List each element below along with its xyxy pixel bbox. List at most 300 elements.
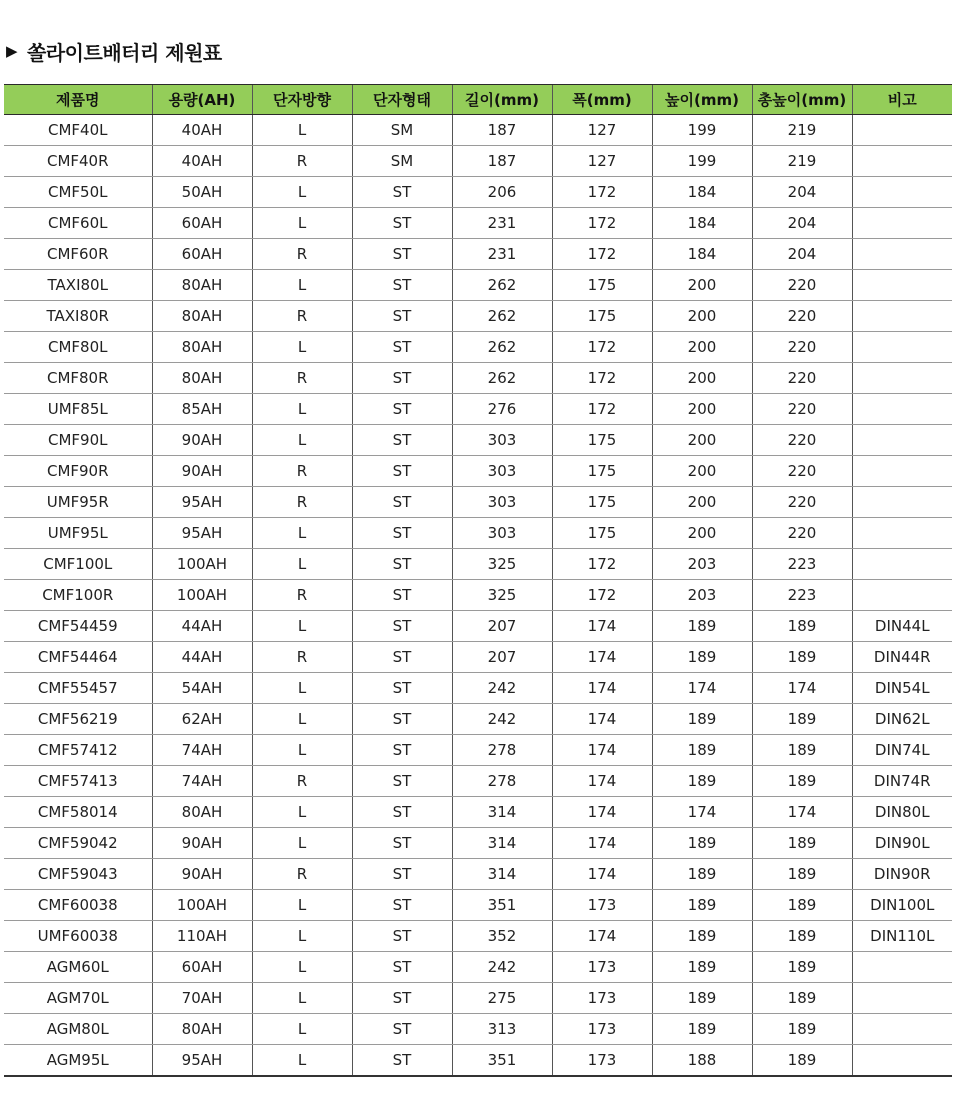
- table-row: [4, 890, 952, 921]
- cell-capacity: 110AH: [152, 921, 252, 952]
- cell-width: 174: [552, 642, 652, 673]
- cell-remarks: DIN54L: [852, 673, 952, 704]
- table-row: [4, 549, 952, 580]
- cell-capacity: 95AH: [152, 487, 252, 518]
- cell-length: 207: [452, 642, 552, 673]
- cell-total-height: 189: [752, 704, 852, 735]
- cell-terminal-type: ST: [352, 828, 452, 859]
- cell-terminal-type: ST: [352, 1014, 452, 1045]
- cell-length: 303: [452, 456, 552, 487]
- cell-terminal-direction: R: [252, 487, 352, 518]
- cell-width: 173: [552, 890, 652, 921]
- cell-remarks: [852, 487, 952, 518]
- cell-product-name: AGM70L: [4, 983, 152, 1014]
- table-row: [4, 642, 952, 673]
- cell-remarks: DIN90R: [852, 859, 952, 890]
- cell-length: 262: [452, 270, 552, 301]
- cell-terminal-type: ST: [352, 859, 452, 890]
- cell-total-height: 204: [752, 208, 852, 239]
- cell-product-name: CMF100R: [4, 580, 152, 611]
- cell-terminal-direction: L: [252, 1045, 352, 1077]
- cell-terminal-direction: R: [252, 239, 352, 270]
- cell-height: 189: [652, 766, 752, 797]
- cell-terminal-type: ST: [352, 952, 452, 983]
- cell-capacity: 95AH: [152, 1045, 252, 1077]
- cell-remarks: [852, 1045, 952, 1077]
- cell-total-height: 189: [752, 766, 852, 797]
- cell-capacity: 90AH: [152, 425, 252, 456]
- cell-remarks: [852, 208, 952, 239]
- table-row: [4, 518, 952, 549]
- triangle-right-icon: ▶: [6, 42, 18, 60]
- cell-total-height: 189: [752, 952, 852, 983]
- cell-terminal-direction: R: [252, 363, 352, 394]
- table-row: [4, 828, 952, 859]
- cell-capacity: 80AH: [152, 301, 252, 332]
- cell-remarks: DIN110L: [852, 921, 952, 952]
- cell-terminal-type: ST: [352, 704, 452, 735]
- table-row: [4, 425, 952, 456]
- cell-capacity: 44AH: [152, 642, 252, 673]
- cell-remarks: [852, 1014, 952, 1045]
- cell-terminal-direction: L: [252, 549, 352, 580]
- cell-height: 203: [652, 549, 752, 580]
- cell-terminal-direction: L: [252, 270, 352, 301]
- cell-width: 173: [552, 952, 652, 983]
- cell-length: 325: [452, 549, 552, 580]
- cell-terminal-type: SM: [352, 146, 452, 177]
- cell-product-name: AGM80L: [4, 1014, 152, 1045]
- cell-length: 206: [452, 177, 552, 208]
- cell-terminal-direction: R: [252, 766, 352, 797]
- cell-height: 184: [652, 177, 752, 208]
- cell-capacity: 80AH: [152, 363, 252, 394]
- cell-total-height: 220: [752, 456, 852, 487]
- table-row: [4, 332, 952, 363]
- cell-remarks: DIN74L: [852, 735, 952, 766]
- cell-width: 173: [552, 1014, 652, 1045]
- cell-height: 200: [652, 518, 752, 549]
- cell-width: 175: [552, 456, 652, 487]
- cell-remarks: [852, 425, 952, 456]
- table-row: [4, 363, 952, 394]
- table-row: [4, 239, 952, 270]
- cell-length: 278: [452, 735, 552, 766]
- cell-remarks: DIN74R: [852, 766, 952, 797]
- cell-terminal-type: ST: [352, 673, 452, 704]
- cell-terminal-direction: L: [252, 921, 352, 952]
- cell-capacity: 80AH: [152, 1014, 252, 1045]
- cell-terminal-direction: R: [252, 301, 352, 332]
- cell-product-name: CMF90R: [4, 456, 152, 487]
- cell-terminal-type: ST: [352, 487, 452, 518]
- cell-height: 199: [652, 146, 752, 177]
- cell-product-name: CMF80L: [4, 332, 152, 363]
- cell-remarks: DIN90L: [852, 828, 952, 859]
- cell-terminal-direction: L: [252, 611, 352, 642]
- cell-remarks: DIN44L: [852, 611, 952, 642]
- battery-spec-table: [4, 84, 952, 1077]
- cell-remarks: [852, 394, 952, 425]
- cell-terminal-direction: L: [252, 673, 352, 704]
- cell-length: 314: [452, 859, 552, 890]
- cell-capacity: 60AH: [152, 952, 252, 983]
- cell-product-name: UMF95R: [4, 487, 152, 518]
- cell-product-name: CMF58014: [4, 797, 152, 828]
- cell-terminal-direction: L: [252, 332, 352, 363]
- cell-length: 276: [452, 394, 552, 425]
- table-row: [4, 177, 952, 208]
- cell-terminal-direction: L: [252, 394, 352, 425]
- cell-terminal-direction: L: [252, 890, 352, 921]
- cell-height: 189: [652, 921, 752, 952]
- cell-capacity: 60AH: [152, 208, 252, 239]
- column-header-height: 높이(mm): [652, 85, 752, 115]
- cell-capacity: 80AH: [152, 332, 252, 363]
- cell-width: 172: [552, 332, 652, 363]
- cell-terminal-type: ST: [352, 580, 452, 611]
- cell-capacity: 54AH: [152, 673, 252, 704]
- column-header-terminal-direction: 단자방향: [252, 85, 352, 115]
- table-row: [4, 456, 952, 487]
- cell-length: 262: [452, 363, 552, 394]
- table-row: [4, 394, 952, 425]
- cell-terminal-direction: R: [252, 456, 352, 487]
- cell-terminal-direction: L: [252, 797, 352, 828]
- cell-length: 351: [452, 1045, 552, 1077]
- cell-total-height: 220: [752, 394, 852, 425]
- cell-total-height: 189: [752, 921, 852, 952]
- table-row: [4, 611, 952, 642]
- cell-terminal-direction: L: [252, 425, 352, 456]
- cell-product-name: AGM95L: [4, 1045, 152, 1077]
- cell-product-name: CMF100L: [4, 549, 152, 580]
- cell-total-height: 189: [752, 1045, 852, 1077]
- cell-width: 127: [552, 115, 652, 146]
- table-row: [4, 1014, 952, 1045]
- cell-terminal-type: ST: [352, 270, 452, 301]
- cell-length: 314: [452, 797, 552, 828]
- table-body: [4, 115, 952, 1077]
- cell-height: 200: [652, 425, 752, 456]
- table-row: [4, 580, 952, 611]
- cell-length: 242: [452, 673, 552, 704]
- cell-total-height: 189: [752, 611, 852, 642]
- cell-terminal-type: ST: [352, 797, 452, 828]
- cell-product-name: CMF90L: [4, 425, 152, 456]
- table-header-row: [4, 85, 952, 115]
- cell-terminal-type: ST: [352, 549, 452, 580]
- cell-height: 200: [652, 363, 752, 394]
- cell-capacity: 100AH: [152, 580, 252, 611]
- column-header-total-height: 총높이(mm): [752, 85, 852, 115]
- cell-remarks: [852, 146, 952, 177]
- cell-product-name: CMF54459: [4, 611, 152, 642]
- cell-length: 231: [452, 239, 552, 270]
- cell-height: 189: [652, 642, 752, 673]
- cell-length: 352: [452, 921, 552, 952]
- cell-terminal-type: ST: [352, 921, 452, 952]
- cell-total-height: 223: [752, 549, 852, 580]
- cell-width: 175: [552, 487, 652, 518]
- cell-product-name: UMF95L: [4, 518, 152, 549]
- cell-terminal-direction: L: [252, 208, 352, 239]
- cell-height: 189: [652, 890, 752, 921]
- cell-product-name: CMF40L: [4, 115, 152, 146]
- column-header-product-name: 제품명: [4, 85, 152, 115]
- cell-width: 174: [552, 673, 652, 704]
- cell-terminal-direction: L: [252, 828, 352, 859]
- cell-height: 200: [652, 301, 752, 332]
- cell-capacity: 40AH: [152, 115, 252, 146]
- cell-terminal-type: ST: [352, 456, 452, 487]
- cell-length: 325: [452, 580, 552, 611]
- cell-remarks: DIN62L: [852, 704, 952, 735]
- cell-total-height: 220: [752, 301, 852, 332]
- cell-terminal-type: ST: [352, 1045, 452, 1077]
- cell-total-height: 220: [752, 332, 852, 363]
- cell-terminal-type: ST: [352, 177, 452, 208]
- cell-height: 174: [652, 673, 752, 704]
- cell-remarks: [852, 518, 952, 549]
- cell-capacity: 85AH: [152, 394, 252, 425]
- cell-product-name: CMF59043: [4, 859, 152, 890]
- column-header-terminal-type: 단자형태: [352, 85, 452, 115]
- cell-product-name: UMF60038: [4, 921, 152, 952]
- cell-length: 275: [452, 983, 552, 1014]
- table-row: [4, 146, 952, 177]
- cell-width: 175: [552, 518, 652, 549]
- cell-terminal-direction: L: [252, 983, 352, 1014]
- cell-capacity: 44AH: [152, 611, 252, 642]
- cell-total-height: 220: [752, 363, 852, 394]
- cell-height: 184: [652, 239, 752, 270]
- cell-product-name: CMF56219: [4, 704, 152, 735]
- page-title: [6, 36, 222, 66]
- cell-capacity: 80AH: [152, 797, 252, 828]
- cell-product-name: CMF54464: [4, 642, 152, 673]
- cell-total-height: 219: [752, 146, 852, 177]
- cell-terminal-type: ST: [352, 611, 452, 642]
- cell-total-height: 189: [752, 890, 852, 921]
- cell-width: 174: [552, 859, 652, 890]
- cell-terminal-direction: R: [252, 580, 352, 611]
- column-header-capacity: 용량(AH): [152, 85, 252, 115]
- cell-total-height: 189: [752, 735, 852, 766]
- cell-width: 173: [552, 983, 652, 1014]
- cell-remarks: DIN100L: [852, 890, 952, 921]
- cell-terminal-direction: R: [252, 146, 352, 177]
- cell-capacity: 40AH: [152, 146, 252, 177]
- cell-capacity: 74AH: [152, 766, 252, 797]
- cell-height: 184: [652, 208, 752, 239]
- cell-width: 172: [552, 549, 652, 580]
- cell-length: 231: [452, 208, 552, 239]
- cell-terminal-type: ST: [352, 301, 452, 332]
- cell-width: 174: [552, 797, 652, 828]
- cell-product-name: CMF40R: [4, 146, 152, 177]
- cell-remarks: [852, 952, 952, 983]
- cell-height: 189: [652, 611, 752, 642]
- table-row: [4, 983, 952, 1014]
- cell-length: 262: [452, 301, 552, 332]
- cell-product-name: CMF60L: [4, 208, 152, 239]
- table-row: [4, 704, 952, 735]
- cell-height: 200: [652, 332, 752, 363]
- table-row: [4, 921, 952, 952]
- cell-height: 189: [652, 735, 752, 766]
- cell-length: 242: [452, 704, 552, 735]
- cell-height: 200: [652, 270, 752, 301]
- cell-capacity: 95AH: [152, 518, 252, 549]
- cell-remarks: [852, 270, 952, 301]
- table-row: [4, 673, 952, 704]
- cell-capacity: 90AH: [152, 859, 252, 890]
- cell-total-height: 174: [752, 673, 852, 704]
- cell-length: 314: [452, 828, 552, 859]
- table-row: [4, 270, 952, 301]
- cell-total-height: 189: [752, 828, 852, 859]
- cell-terminal-type: ST: [352, 642, 452, 673]
- cell-terminal-direction: L: [252, 952, 352, 983]
- cell-remarks: [852, 580, 952, 611]
- cell-width: 173: [552, 1045, 652, 1077]
- cell-terminal-direction: R: [252, 859, 352, 890]
- cell-height: 200: [652, 456, 752, 487]
- cell-height: 189: [652, 1014, 752, 1045]
- cell-height: 189: [652, 704, 752, 735]
- cell-terminal-type: ST: [352, 890, 452, 921]
- cell-total-height: 174: [752, 797, 852, 828]
- cell-remarks: [852, 332, 952, 363]
- cell-remarks: DIN44R: [852, 642, 952, 673]
- cell-length: 262: [452, 332, 552, 363]
- cell-capacity: 70AH: [152, 983, 252, 1014]
- cell-product-name: TAXI80R: [4, 301, 152, 332]
- cell-width: 172: [552, 363, 652, 394]
- table-row: [4, 301, 952, 332]
- cell-total-height: 220: [752, 487, 852, 518]
- cell-product-name: CMF50L: [4, 177, 152, 208]
- cell-product-name: CMF57412: [4, 735, 152, 766]
- cell-width: 127: [552, 146, 652, 177]
- cell-remarks: [852, 115, 952, 146]
- cell-width: 175: [552, 425, 652, 456]
- cell-terminal-type: ST: [352, 239, 452, 270]
- cell-remarks: [852, 549, 952, 580]
- cell-capacity: 62AH: [152, 704, 252, 735]
- cell-product-name: CMF80R: [4, 363, 152, 394]
- cell-remarks: [852, 301, 952, 332]
- cell-product-name: TAXI80L: [4, 270, 152, 301]
- table-row: [4, 952, 952, 983]
- cell-total-height: 204: [752, 239, 852, 270]
- cell-capacity: 100AH: [152, 890, 252, 921]
- cell-height: 174: [652, 797, 752, 828]
- cell-terminal-type: ST: [352, 394, 452, 425]
- cell-capacity: 90AH: [152, 828, 252, 859]
- cell-capacity: 60AH: [152, 239, 252, 270]
- cell-terminal-direction: L: [252, 735, 352, 766]
- cell-height: 200: [652, 394, 752, 425]
- cell-terminal-direction: R: [252, 642, 352, 673]
- cell-total-height: 189: [752, 1014, 852, 1045]
- table-row: [4, 859, 952, 890]
- cell-product-name: AGM60L: [4, 952, 152, 983]
- cell-total-height: 220: [752, 425, 852, 456]
- cell-width: 172: [552, 239, 652, 270]
- cell-remarks: [852, 363, 952, 394]
- cell-terminal-type: ST: [352, 766, 452, 797]
- cell-terminal-direction: L: [252, 115, 352, 146]
- cell-capacity: 80AH: [152, 270, 252, 301]
- table-row: [4, 487, 952, 518]
- column-header-width: 폭(mm): [552, 85, 652, 115]
- cell-width: 175: [552, 270, 652, 301]
- cell-width: 175: [552, 301, 652, 332]
- cell-terminal-type: ST: [352, 425, 452, 456]
- cell-length: 278: [452, 766, 552, 797]
- cell-terminal-type: SM: [352, 115, 452, 146]
- cell-length: 303: [452, 518, 552, 549]
- cell-capacity: 74AH: [152, 735, 252, 766]
- cell-product-name: CMF55457: [4, 673, 152, 704]
- cell-width: 172: [552, 394, 652, 425]
- cell-length: 242: [452, 952, 552, 983]
- table-row: [4, 766, 952, 797]
- cell-length: 351: [452, 890, 552, 921]
- cell-height: 199: [652, 115, 752, 146]
- cell-height: 189: [652, 952, 752, 983]
- cell-total-height: 223: [752, 580, 852, 611]
- cell-remarks: [852, 239, 952, 270]
- cell-remarks: [852, 177, 952, 208]
- table-row: [4, 735, 952, 766]
- cell-width: 172: [552, 208, 652, 239]
- cell-length: 303: [452, 425, 552, 456]
- cell-terminal-type: ST: [352, 332, 452, 363]
- cell-width: 172: [552, 177, 652, 208]
- page-title-text: 쏠라이트배터리 제원표: [27, 40, 222, 65]
- cell-height: 189: [652, 983, 752, 1014]
- cell-length: 207: [452, 611, 552, 642]
- cell-product-name: CMF59042: [4, 828, 152, 859]
- cell-remarks: [852, 983, 952, 1014]
- table-row: [4, 208, 952, 239]
- cell-total-height: 220: [752, 270, 852, 301]
- cell-remarks: DIN80L: [852, 797, 952, 828]
- cell-terminal-type: ST: [352, 363, 452, 394]
- cell-height: 189: [652, 859, 752, 890]
- cell-terminal-type: ST: [352, 983, 452, 1014]
- column-header-remarks: 비고: [852, 85, 952, 115]
- cell-total-height: 189: [752, 642, 852, 673]
- cell-terminal-type: ST: [352, 735, 452, 766]
- cell-total-height: 220: [752, 518, 852, 549]
- cell-terminal-type: ST: [352, 518, 452, 549]
- cell-capacity: 90AH: [152, 456, 252, 487]
- cell-total-height: 204: [752, 177, 852, 208]
- cell-product-name: UMF85L: [4, 394, 152, 425]
- cell-terminal-direction: L: [252, 518, 352, 549]
- cell-width: 174: [552, 611, 652, 642]
- table-row: [4, 1045, 952, 1077]
- cell-width: 174: [552, 704, 652, 735]
- table-row: [4, 115, 952, 146]
- cell-height: 203: [652, 580, 752, 611]
- cell-length: 303: [452, 487, 552, 518]
- cell-product-name: CMF60R: [4, 239, 152, 270]
